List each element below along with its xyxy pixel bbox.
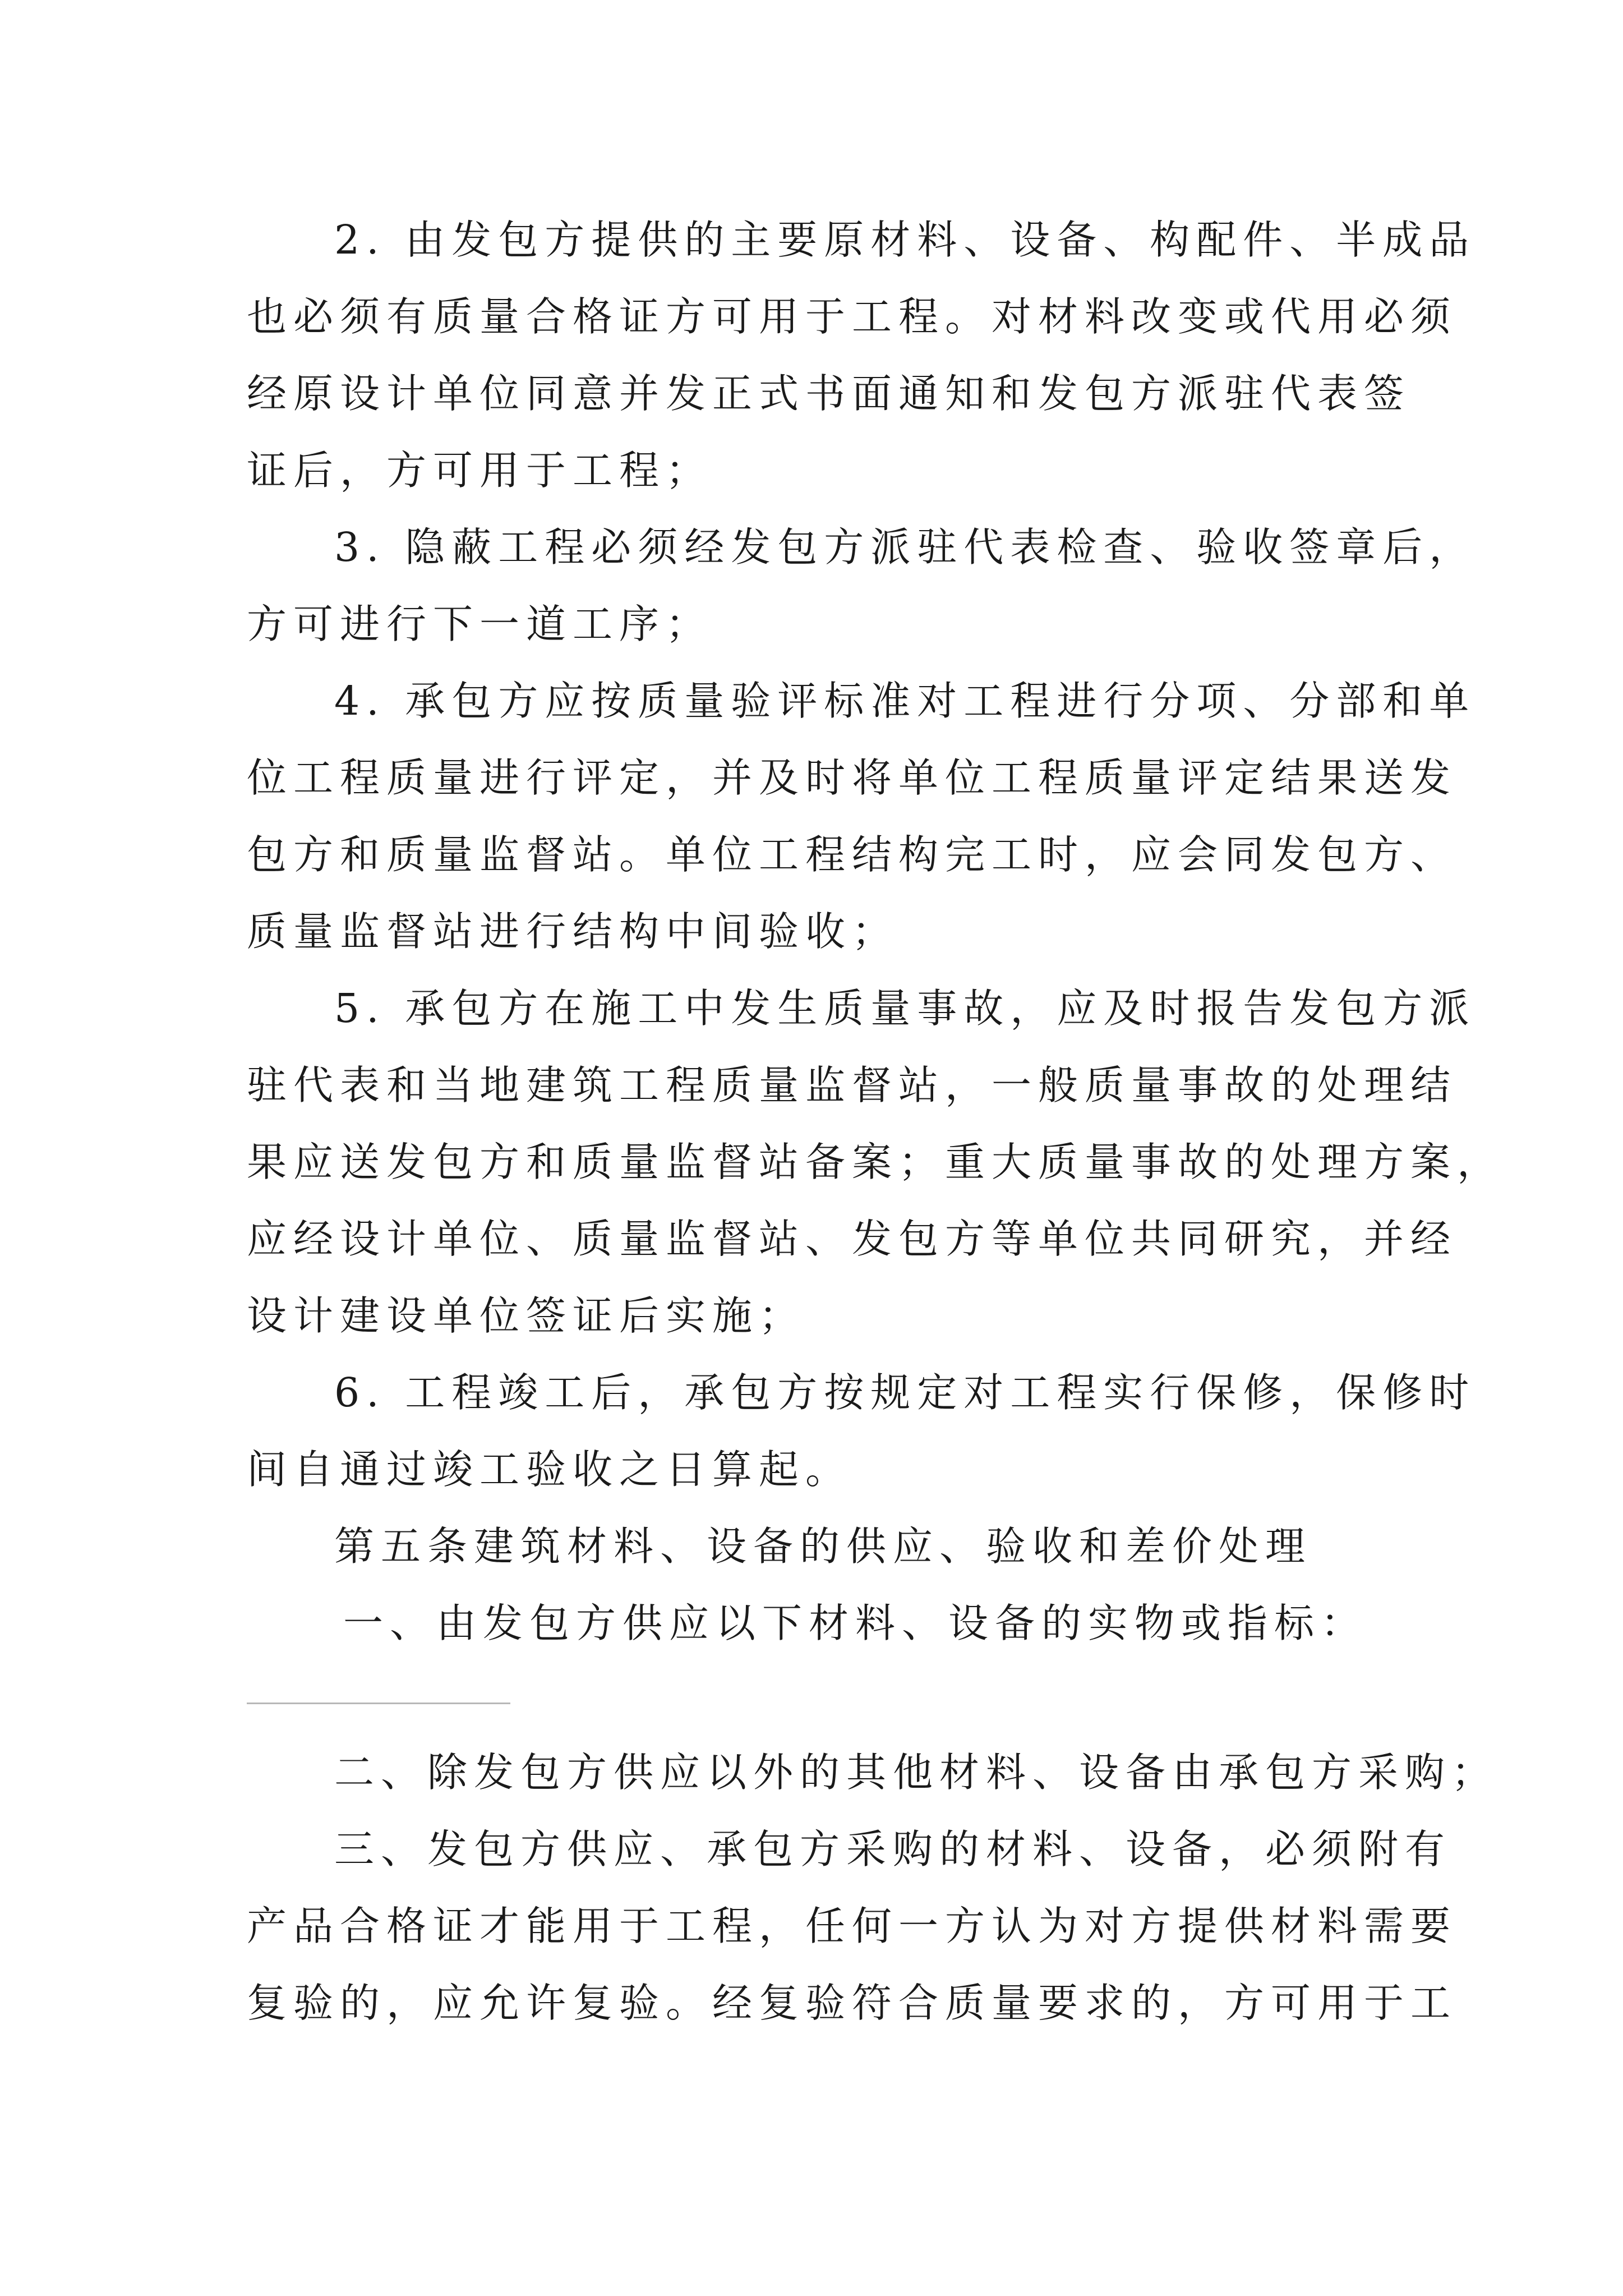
text-line: 质量监督站进行结构中间验收； xyxy=(247,908,899,955)
text-line: 经原设计单位同意并发正式书面通知和发包方派驻代表签 xyxy=(247,370,1411,417)
text-line: 5. 承包方在施工中发生质量事故，应及时报告发包方派 xyxy=(334,985,1476,1032)
text-line: 驻代表和当地建筑工程质量监督站，一般质量事故的处理结 xyxy=(247,1062,1458,1108)
text-line: 4. 承包方应按质量验评标准对工程进行分项、分部和单 xyxy=(334,678,1476,724)
text-line: 二、除发包方供应以外的其他材料、设备由承包方采购； xyxy=(334,1749,1498,1796)
text-line: 果应送发包方和质量监督站备案；重大质量事故的处理方案， xyxy=(247,1139,1504,1185)
text-line: 产品合格证才能用于工程，任何一方认为对方提供材料需要 xyxy=(247,1903,1458,1949)
footnote-divider xyxy=(247,1703,510,1704)
text-line: 证后，方可用于工程； xyxy=(247,447,713,494)
text-line: 间自通过竣工验收之日算起。 xyxy=(247,1446,852,1493)
text-line: 三、发包方供应、承包方采购的材料、设备，必须附有 xyxy=(334,1826,1452,1872)
text-line: 3. 隐蔽工程必须经发包方派驻代表检查、验收签章后， xyxy=(334,524,1476,570)
text-line: 一、由发包方供应以下材料、设备的实物或指标： xyxy=(343,1600,1368,1646)
text-line: 6. 工程竣工后，承包方按规定对工程实行保修，保修时 xyxy=(334,1369,1476,1416)
text-line: 方可进行下一道工序； xyxy=(247,601,713,647)
text-line: 位工程质量进行评定，并及时将单位工程质量评定结果送发 xyxy=(247,754,1458,801)
text-line: 也必须有质量合格证方可用于工程。对材料改变或代用必须 xyxy=(247,293,1458,340)
text-line: 复验的，应允许复验。经复验符合质量要求的，方可用于工 xyxy=(247,1980,1458,2026)
text-line: 应经设计单位、质量监督站、发包方等单位共同研究，并经 xyxy=(247,1216,1458,1262)
text-line: 2. 由发包方提供的主要原材料、设备、构配件、半成品 xyxy=(334,217,1476,263)
text-line: 包方和质量监督站。单位工程结构完工时，应会同发包方、 xyxy=(247,831,1458,878)
text-line: 设计建设单位签证后实施； xyxy=(247,1292,806,1339)
section-heading: 第五条建筑材料、设备的供应、验收和差价处理 xyxy=(334,1523,1312,1570)
